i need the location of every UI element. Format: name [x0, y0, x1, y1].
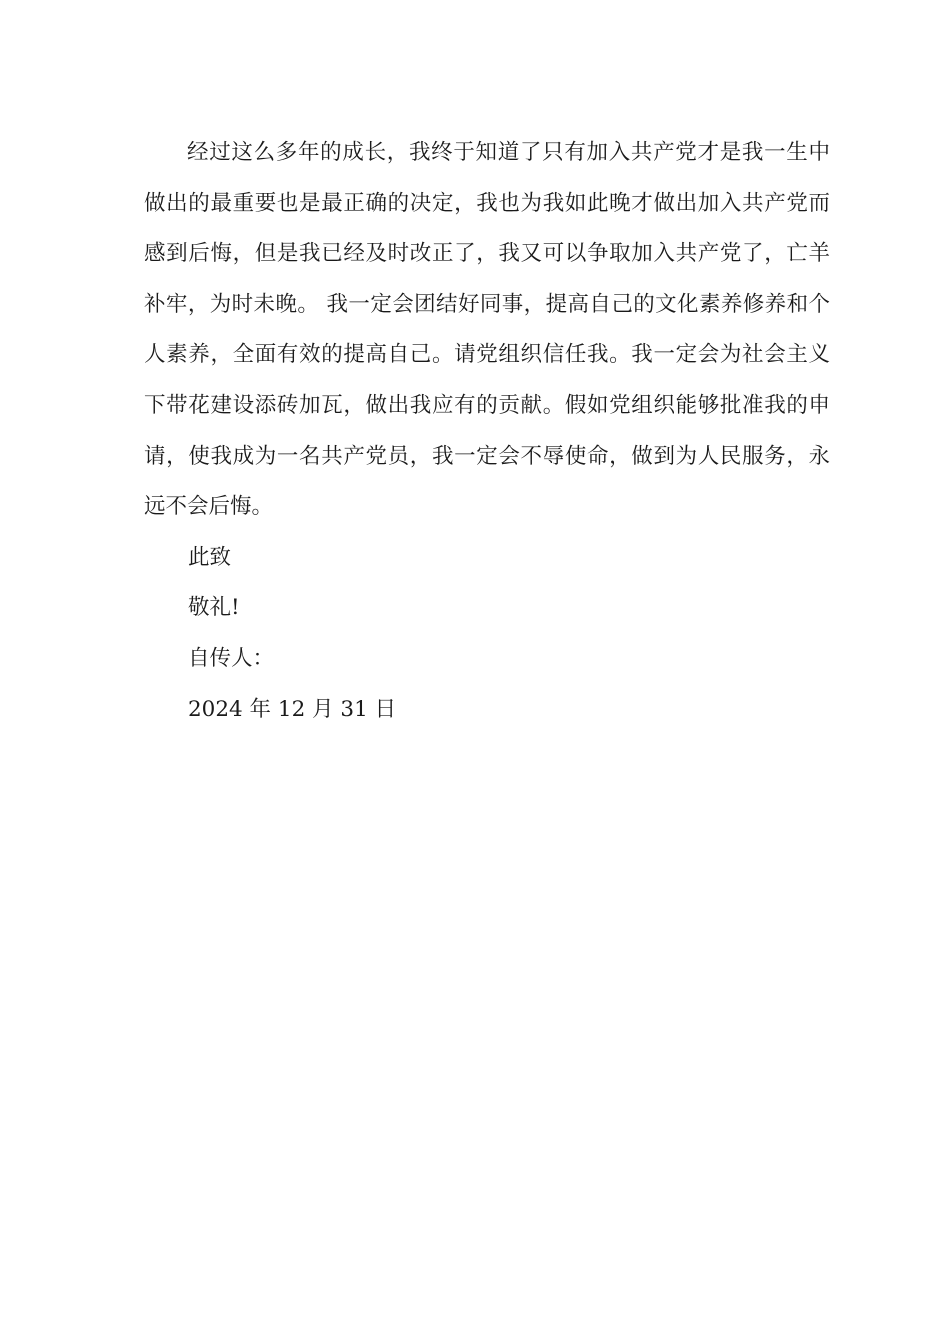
document-date: 2024 年 12 月 31 日 — [188, 696, 397, 722]
author-label: 自传人： — [188, 645, 275, 671]
salutation: 此致 — [188, 544, 232, 570]
regards: 敬礼! — [188, 595, 240, 621]
main-paragraph: 经过这么多年的成长，我终于知道了只有加入共产党才是我一生中做出的最重要也是最正确的决定，我也为我如此晚才做出加入共产党而感到后悔，但是我已经及时改正了，我又可以争取加入共产党了，亡羊补牢，为时未晚。 我一定会团结好同事，提高自己的文化素养修养和个人素养，全面有效的提高自己。请党组织信任我。我一定会为社会主义下带花建设添砖加瓦，做出我应有的贡献。假如党组织能够批准我的申请，使我成为一名共产党员，我一定会不辱使命，做到为人民服务，永远不会后悔。 — [144, 140, 830, 520]
document-body — [144, 128, 830, 735]
